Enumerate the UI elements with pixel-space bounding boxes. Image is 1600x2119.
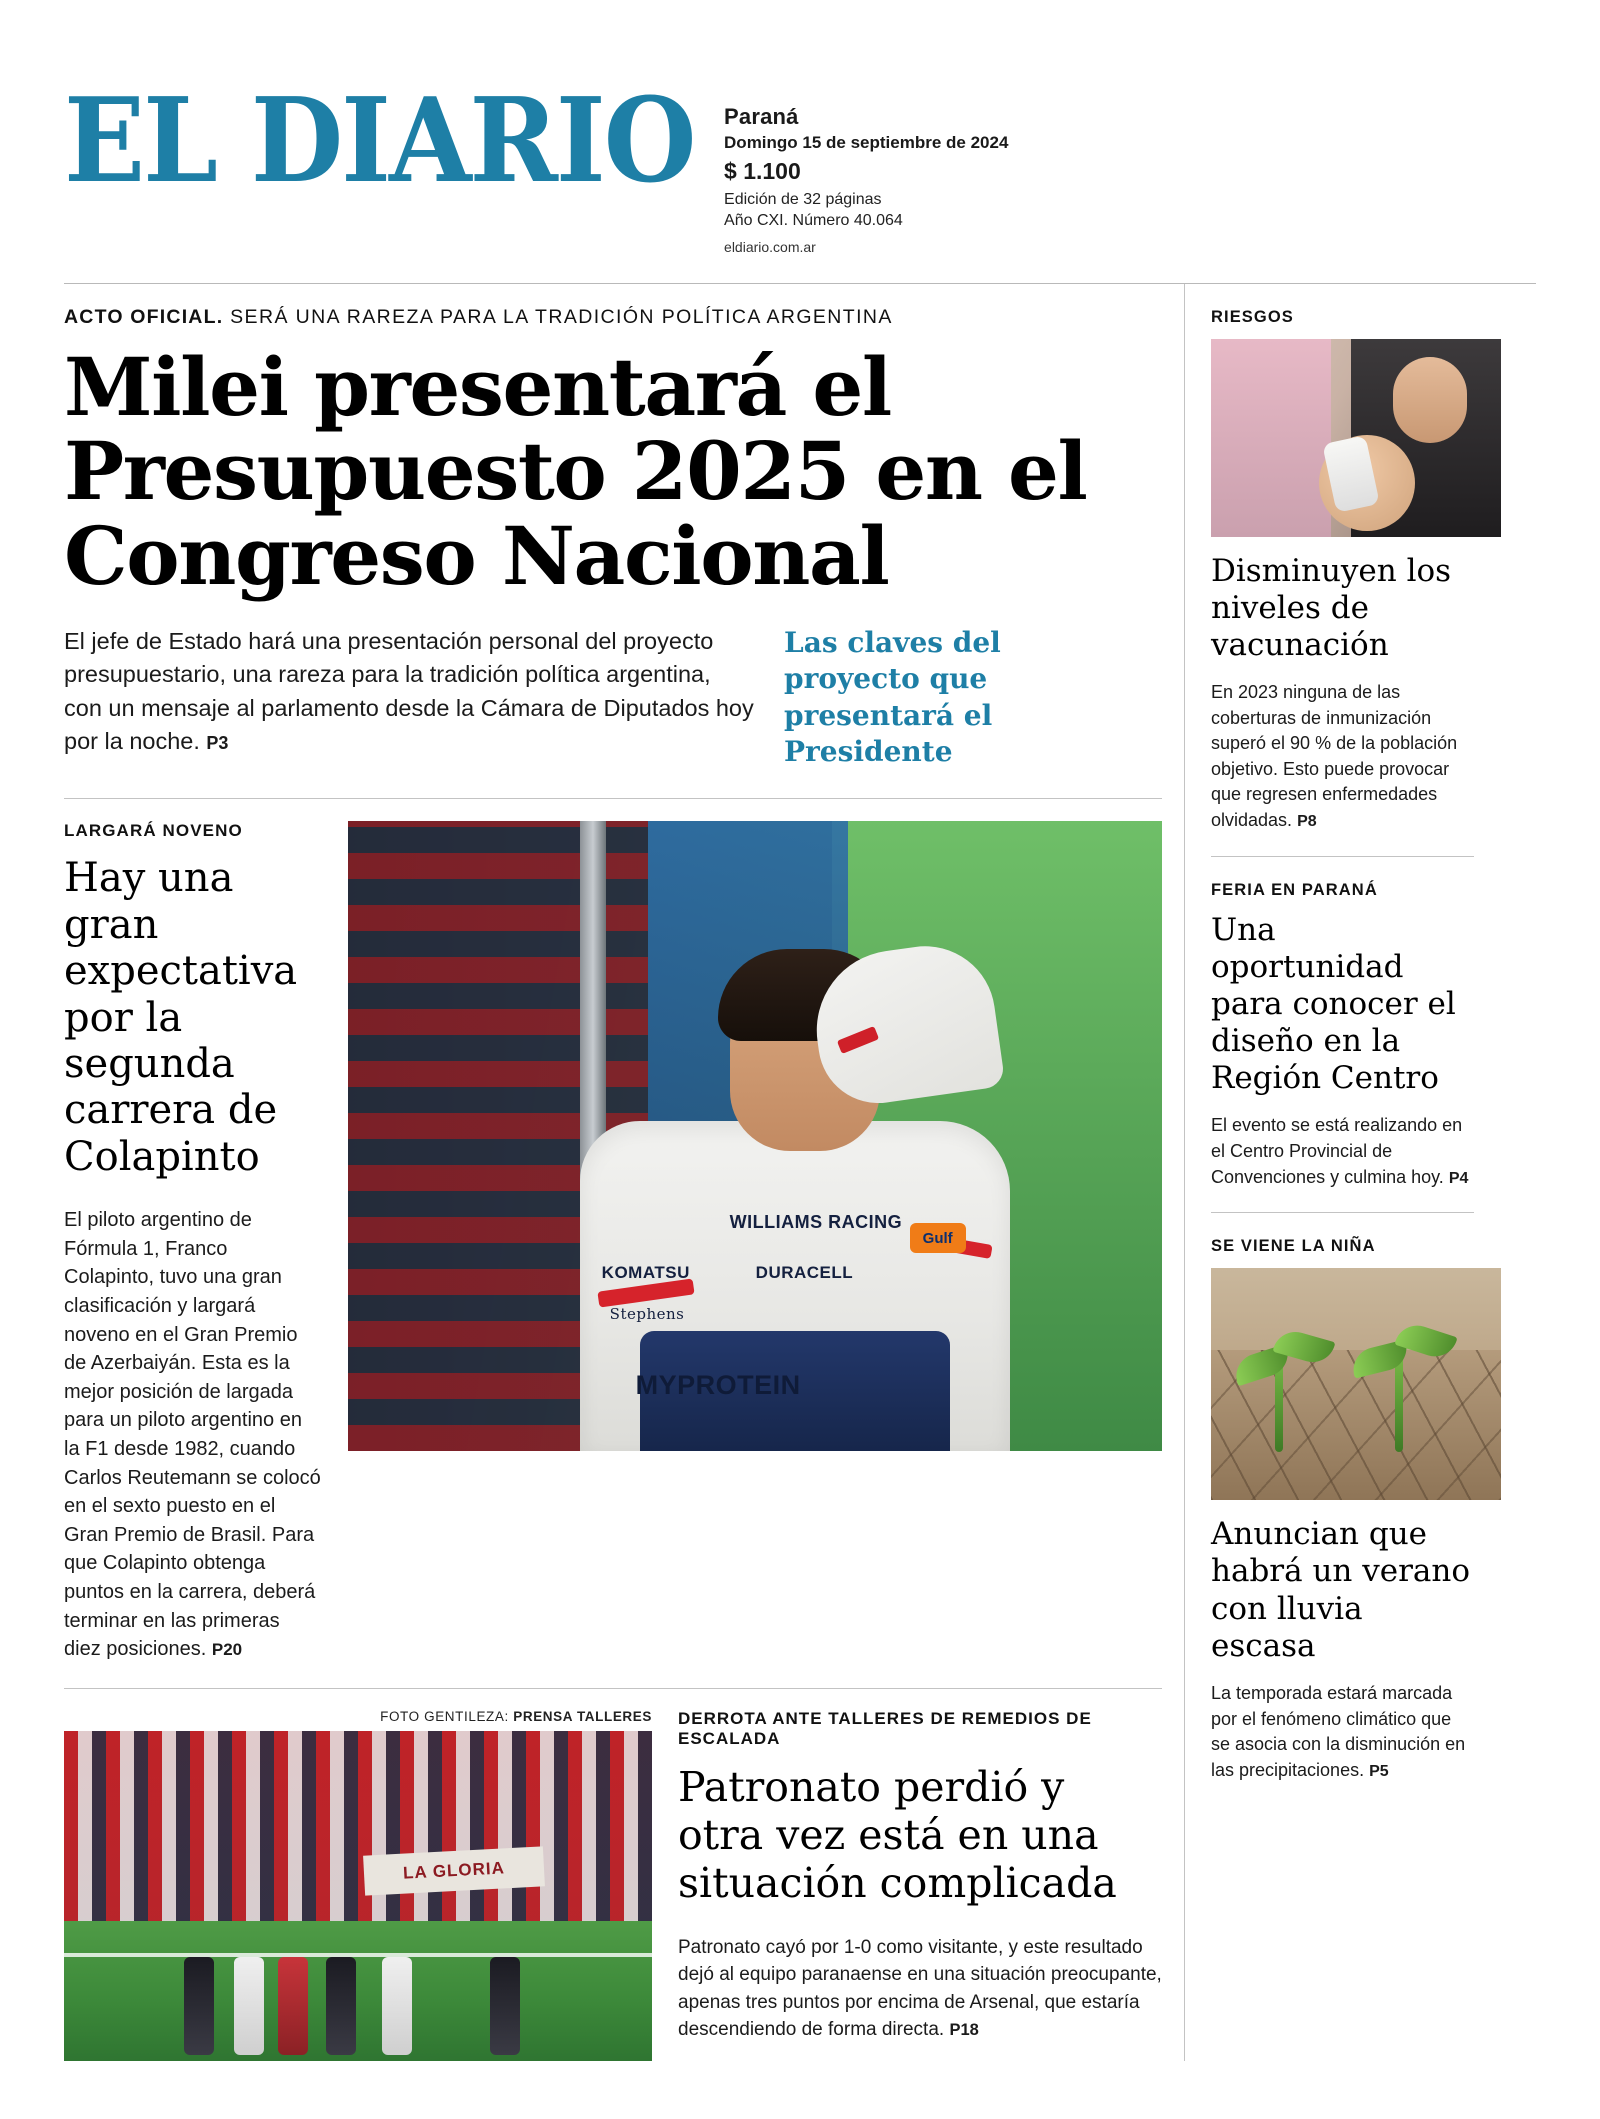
f1-text-column <box>64 821 322 1663</box>
vaccination-photo-nurse-face <box>1393 357 1467 443</box>
masthead-website[interactable]: eldiario.com.ar <box>724 239 816 256</box>
sidebar-divider <box>1211 1212 1474 1213</box>
sidebar-item-feria[interactable] <box>1211 881 1474 1191</box>
vaccination-photo-pink-area <box>1211 339 1331 537</box>
masthead-date: Domingo 15 de septiembre de 2024 <box>724 133 1009 153</box>
newspaper-logo[interactable]: EL DIARIO <box>64 73 695 209</box>
patronato-photo-column <box>64 1709 652 2061</box>
patronato-photo-player <box>184 1957 214 2055</box>
patronato-body <box>678 1934 1162 2044</box>
lead-story[interactable] <box>64 306 1162 771</box>
sidebar-body-text: En 2023 ninguna de las coberturas de inmunización superó el 90 % de la población objetivo. Esto puede provocar que regresen enfermedades olvidadas. <box>1211 682 1458 830</box>
sidebar-photo-vaccination <box>1211 339 1501 537</box>
f1-kicker: LARGARÁ NOVENO <box>64 821 243 841</box>
page-body <box>0 284 1600 2061</box>
sidebar-headline[interactable]: Disminuyen los niveles de vacunación <box>1211 552 1452 663</box>
lead-kicker-rest: SERÁ UNA RAREZA PARA LA TRADICIÓN POLÍTICA ARGENTINA <box>223 305 893 328</box>
patronato-body-text: Patronato cayó por 1-0 como visitante, y este resultado dejó al equipo paranaense en una situación preocupante, apenas tres puntos por encima de Arsenal, que estaría descendiendo de forma directa. <box>678 1936 1162 2041</box>
patronato-story[interactable] <box>64 1709 1162 2061</box>
sidebar-item-la-nina[interactable] <box>1211 1237 1474 1783</box>
sidebar-body-page: P8 <box>1297 812 1317 830</box>
patronato-credit-label: FOTO GENTILEZA: <box>380 1708 509 1724</box>
sidebar-divider <box>1211 856 1474 857</box>
masthead-edition: Edición de 32 páginas <box>724 190 882 208</box>
sidebar-body <box>1211 1113 1474 1190</box>
f1-label-team: WILLIAMS RACING <box>729 1212 903 1233</box>
patronato-credit-source: PRENSA TALLERES <box>513 1708 652 1724</box>
masthead-price: $ 1.100 <box>724 158 801 185</box>
patronato-photo-crowd <box>64 1731 652 1927</box>
patronato-photo-player <box>326 1957 356 2055</box>
f1-label-stephens: Stephens <box>609 1305 685 1324</box>
f1-label-myprotein: MYPROTEIN <box>635 1370 801 1401</box>
sidebar-kicker: FERIA EN PARANÁ <box>1211 880 1378 899</box>
f1-body <box>64 1206 322 1664</box>
lead-kicker-bold: ACTO OFICIAL. <box>64 305 224 328</box>
lead-summary-text: El jefe de Estado hará una presentación personal del proyecto presupuestario, una rareza para la tradición política argentina, con un mensaje al parlamento desde la Cámara de Diputados hoy por la noche. <box>64 627 754 754</box>
patronato-photo-player <box>382 1957 412 2055</box>
f1-headline[interactable]: Hay una gran expectativa por la segunda carrera de Colapinto <box>64 855 298 1180</box>
sidebar-body-page: P5 <box>1369 1762 1389 1780</box>
sidebar-item-vacunacion[interactable] <box>1211 308 1474 834</box>
sidebar-body <box>1211 680 1474 833</box>
sidebar-body-text: La temporada estará marcada por el fenómeno climático que se asocia con la disminución en las precipitaciones. <box>1211 1683 1466 1780</box>
lead-bottom <box>64 625 1162 771</box>
main-column <box>64 284 1184 2061</box>
lead-headline[interactable]: Milei presentará el Presupuesto 2025 en el Congreso Nacional <box>64 339 1087 604</box>
f1-body-page: P20 <box>211 1640 243 1660</box>
lead-summary-page: P3 <box>206 732 229 753</box>
sidebar-body <box>1211 1681 1474 1783</box>
patronato-headline[interactable]: Patronato perdió y otra vez está en una situación complicada <box>678 1762 1117 1908</box>
f1-divider <box>64 1688 1162 1689</box>
f1-story[interactable] <box>64 821 1162 1663</box>
patronato-photo-credit <box>64 1709 652 1724</box>
patronato-photo-player <box>234 1957 264 2055</box>
patronato-text-column <box>678 1709 1162 2061</box>
sidebar-body-page: P4 <box>1448 1169 1469 1187</box>
patronato-photo-player <box>278 1957 308 2055</box>
f1-body-text: El piloto argentino de Fórmula 1, Franco Colapinto, tuvo una gran clasificación y largará noveno en el Gran Premio de Azerbaiyán. Esta es la mejor posición de largada para un piloto argentino en la F1 desde 1982, cuando Carlos Reutemann se colocó en el sexto puesto en el Gran Premio de Brasil. Para que Colapinto obtenga puntos en la carrera, deberá terminar en las primeras diez posiciones. <box>64 1209 321 1661</box>
sidebar-body-text: El evento se está realizando en el Centro Provincial de Convenciones y culmina hoy. <box>1211 1115 1463 1187</box>
patronato-photo-player <box>490 1957 520 2055</box>
sidebar-kicker: SE VIENE LA NIÑA <box>1211 1237 1376 1256</box>
f1-label-gulf: Gulf <box>910 1223 966 1253</box>
lead-summary <box>64 625 754 771</box>
masthead-year-number: Año CXI. Número 40.064 <box>724 211 903 229</box>
lead-related-link[interactable]: Las claves del proyecto que presentará el Presidente <box>784 625 1001 769</box>
masthead-meta <box>724 102 1008 257</box>
patronato-photo-banner: LA GLORIA <box>363 1846 545 1895</box>
f1-label-komatsu: KOMATSU <box>601 1263 690 1283</box>
lead-kicker <box>64 306 1162 329</box>
sidebar-photo-drought <box>1211 1268 1501 1500</box>
patronato-kicker: DERROTA ANTE TALLERES DE REMEDIOS DE ESCALADA <box>678 1708 1092 1748</box>
patronato-photo-pitch <box>64 1921 652 2061</box>
f1-photo <box>348 821 1162 1451</box>
f1-photo-driver <box>580 891 1010 1451</box>
sidebar-headline[interactable]: Anuncian que habrá un verano con lluvia escasa <box>1211 1516 1471 1664</box>
patronato-photo <box>64 1731 652 2061</box>
sidebar-kicker: RIESGOS <box>1211 307 1294 326</box>
sidebar-headline[interactable]: Una oportunidad para conocer el diseño en la Región Centro <box>1211 911 1456 1097</box>
masthead <box>0 0 1600 257</box>
masthead-city: Paraná <box>724 104 799 129</box>
f1-label-duracell: DURACELL <box>755 1263 854 1283</box>
sidebar-column <box>1184 284 1474 2061</box>
patronato-photo-pitch-line <box>64 1953 652 1957</box>
patronato-body-page: P18 <box>949 2021 979 2040</box>
lead-divider <box>64 798 1162 799</box>
